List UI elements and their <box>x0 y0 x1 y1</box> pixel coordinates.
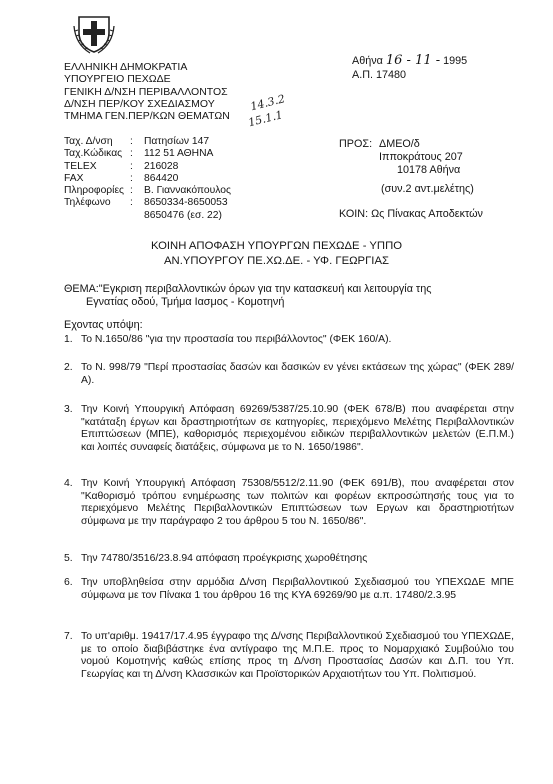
recipient-label: ΠΡΟΣ: <box>339 138 373 150</box>
list-item: 3. Την Κοινή Υπουργική Απόφαση 69269/5387/25.10.90 (ΦΕΚ 678/Β) που αναφέρεται στην "κατάταξη έργων και δραστηριοτήτων σε κατηγορίες, περιεχόμενο Μελέτης Περιβαλλοντικών Επιπτώσεων (ΜΠΕ), καθορισμός περιεχομένου ειδικών περιβαλλοντικών μελετών (Ε.Π.Μ.) και λοιπές συναφείς διατάξεις, σύμφωνα με το Ν. 1650/1986". <box>64 404 514 453</box>
greek-coat-of-arms-icon <box>72 12 116 56</box>
copy-recipients: ΚΟΙΝ: Ως Πίνακας Αποδεκτών <box>339 208 483 220</box>
contact-row: Πληροφορίες : Β. Γιαννακόπουλος <box>64 185 231 197</box>
issuer-line: Δ/ΝΣΗ ΠΕΡ/ΚΟΥ ΣΧΕΔΙΑΣΜΟΥ <box>64 97 215 110</box>
subject-line: Εγνατίας οδού, Τμήμα Ιασμος - Κομοτηνή <box>86 295 285 308</box>
title-line: ΑΝ.ΥΠΟΥΡΓΟΥ ΠΕ.ΧΩ.ΔΕ. - ΥΦ. ΓΕΩΡΓΙΑΣ <box>164 254 389 267</box>
attachment-note: (συν.2 αντ.μελέτης) <box>381 183 474 195</box>
recipient-block <box>379 138 463 176</box>
handwritten-date: 16 - 11 - <box>385 53 441 68</box>
contact-row: Τηλέφωνο : 8650334-8650053 <box>64 197 228 209</box>
recipient-line: Ιπποκράτους 207 <box>379 150 463 163</box>
list-item: 6. Την υποβληθείσα στην αρμόδια Δ/νση Περιβαλλοντικού Σχεδιασμού του ΥΠΕΧΩΔΕ ΜΠΕ σύμφωνα με τον Πίνακα 1 του άρθρου 16 της ΚΥΑ 69269/90 με α.π. 17480/2.3.95 <box>64 577 514 601</box>
contact-table <box>64 136 231 222</box>
contact-row: Ταχ. Δ/νση : Πατησίων 147 <box>64 136 210 147</box>
contact-row: Ταχ.Κώδικας : 112 51 ΑΘΗΝΑ <box>64 148 214 160</box>
contact-row: 8650476 (εσ. 22) <box>144 209 222 221</box>
title-line: ΚΟΙΝΗ ΑΠΟΦΑΣΗ ΥΠΟΥΡΓΩΝ ΠΕΧΩΔΕ - ΥΠΠΟ <box>150 240 403 252</box>
issuer-line: ΥΠΟΥΡΓΕΙΟ ΠΕΧΩΔΕ <box>64 73 171 86</box>
having-regard-heading: Εχοντας υπόψη: <box>64 319 143 331</box>
contact-row: TELEX : 216028 <box>64 160 179 172</box>
recipient-line: ΔΜΕΟ/δ <box>379 138 420 150</box>
subject <box>64 283 431 309</box>
handwritten-note: 14.3.2 15.1.1 <box>246 92 287 130</box>
list-item: 5. Την 74780/3516/23.8.94 απόφαση προέγκρισης χωροθέτησης <box>64 553 368 564</box>
list-item: 1. Το Ν.1650/86 "για την προστασία του περιβάλλοντος" (ΦΕΚ 160/Α). <box>64 334 392 345</box>
decision-title <box>0 239 553 268</box>
list-item: 7. Το υπ'αριθμ. 19417/17.4.95 έγγραφο της Δ/νσης Περιβαλλοντικού Σχεδιασμού του ΥΠΕΧΩΔΕ, με το οποίο διαβιβάστηκε ένα αντίγραφο της Μ.Π.Ε. προς το Νομαρχιακό Συμβούλιο του νομού Κομοτηνής καθώς επίσης προς τη Δ/νση Προστασίας Δασών και Δ.Π. του Υπ. Γεωργίας και τη Δ/νση Κλασσικών και Προϊστορικών Αρχαιοτήτων του Υπ. Πολιτισμού. <box>64 631 514 680</box>
contact-row: FAX : 864420 <box>64 172 179 184</box>
issuer-block <box>64 61 230 122</box>
recipient-line: 10178 Αθήνα <box>397 163 461 176</box>
subject-line: ΘΕΜΑ:"Εγκριση περιβαλλοντικών όρων για την κατασκευή και λειτουργία της <box>64 283 432 295</box>
issuer-line: ΕΛΛΗΝΙΚΗ ΔΗΜΟΚΡΑΤΙΑ <box>64 61 188 73</box>
list-item: 4. Την Κοινή Υπουργική Απόφαση 75308/5512/2.11.90 (ΦΕΚ 691/Β), που αναφέρεται στον "Καθορισμό τρόπου ενημέρωσης των πολιτών και φορέων εκπροσώπησής τους για το περιεχόμενο Μελέτης Περιβαλλοντικών Επιπτώσεων των Εργων και δραστηριοτήτων σύμφωνα με την παράγραφο 2 του άρθρου 5 του Ν. 1650/86". <box>64 478 514 527</box>
list-item: 2. Το Ν. 998/79 "Περί προστασίας δασών και δασικών εν γένει εκτάσεων της χώρας" (ΦΕΚ 289/Α). <box>64 362 514 386</box>
document-date: Αθήνα 16 - 11 - 1995 <box>352 53 468 68</box>
protocol-number: Α.Π. 17480 <box>352 69 407 81</box>
issuer-line: ΤΜΗΜΑ ΓΕΝ.ΠΕΡ/ΚΩΝ ΘΕΜΑΤΩΝ <box>64 110 230 123</box>
issuer-line: ΓΕΝΙΚΗ Δ/ΝΣΗ ΠΕΡΙΒΑΛΛΟΝΤΟΣ <box>64 85 228 98</box>
